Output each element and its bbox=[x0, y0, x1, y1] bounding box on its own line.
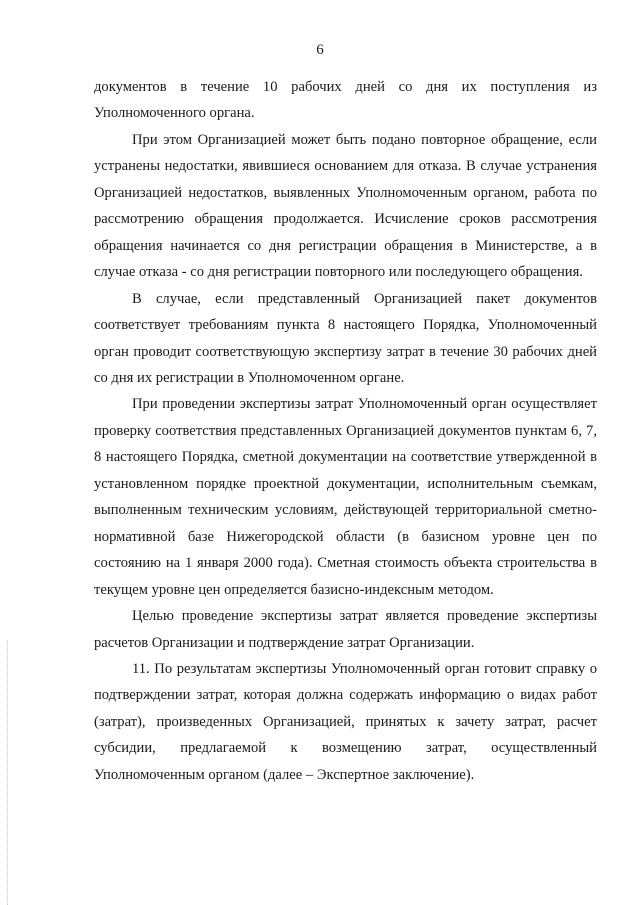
scan-margin-line bbox=[7, 640, 8, 905]
paragraph: Целью проведение экспертизы затрат является проведение экспертизы расчетов Организации и подтверждение затрат Организации. bbox=[94, 608, 597, 651]
page-number: 6 bbox=[316, 42, 324, 58]
paragraph: документов в течение 10 рабочих дней со дня их поступления из Уполномоченного органа. bbox=[94, 79, 597, 122]
paragraph: В случае, если представленный Организацией пакет документов соответствует требованиям пункта 8 настоящего Порядка, Уполномоченный орган проводит соответствующую экспертизу затрат в течение 30 рабочих дней со дня их регистрации в Уполномоченном органе. bbox=[94, 290, 597, 386]
paragraph: При проведении экспертизы затрат Уполномоченный орган осуществляет проверку соответствия представленных Организацией документов пунктам 6, 7, 8 настоящего Порядка, сметной документации на соответствие утвержденной в установленном порядке проектной документации, исполнительным съемкам, выполненным техническим условиям, действующей территориальной сметно-нормативной базе Нижегородской области (в базисном уровне цен по состоянию на 1 января 2000 года). Сметная стоимость объекта строительства в текущем уровне цен определяется базисно-индексным методом. bbox=[94, 396, 597, 598]
paragraph: При этом Организацией может быть подано повторное обращение, если устранены недостатки, явившиеся основанием для отказа. В случае устранения Организацией недостатков, выявленных Уполномоченным органом, работа по рассмотрению обращения продолжается. Исчисление сроков рассмотрения обращения начинается со дня регистрации обращения в Министерстве, а в случае отказа - со дня регистрации повторного или последующего обращения. bbox=[94, 131, 597, 281]
document-body bbox=[94, 74, 597, 788]
paragraph: 11. По результатам экспертизы Уполномоченный орган готовит справку о подтверждении затрат, которая должна содержать информацию о видах работ (затрат), произведенных Организацией, принятых к зачету затрат, расчет субсидии, предлагаемой к возмещению затрат, осуществленный Уполномоченным органом (далее – Экспертное заключение). bbox=[94, 660, 597, 783]
